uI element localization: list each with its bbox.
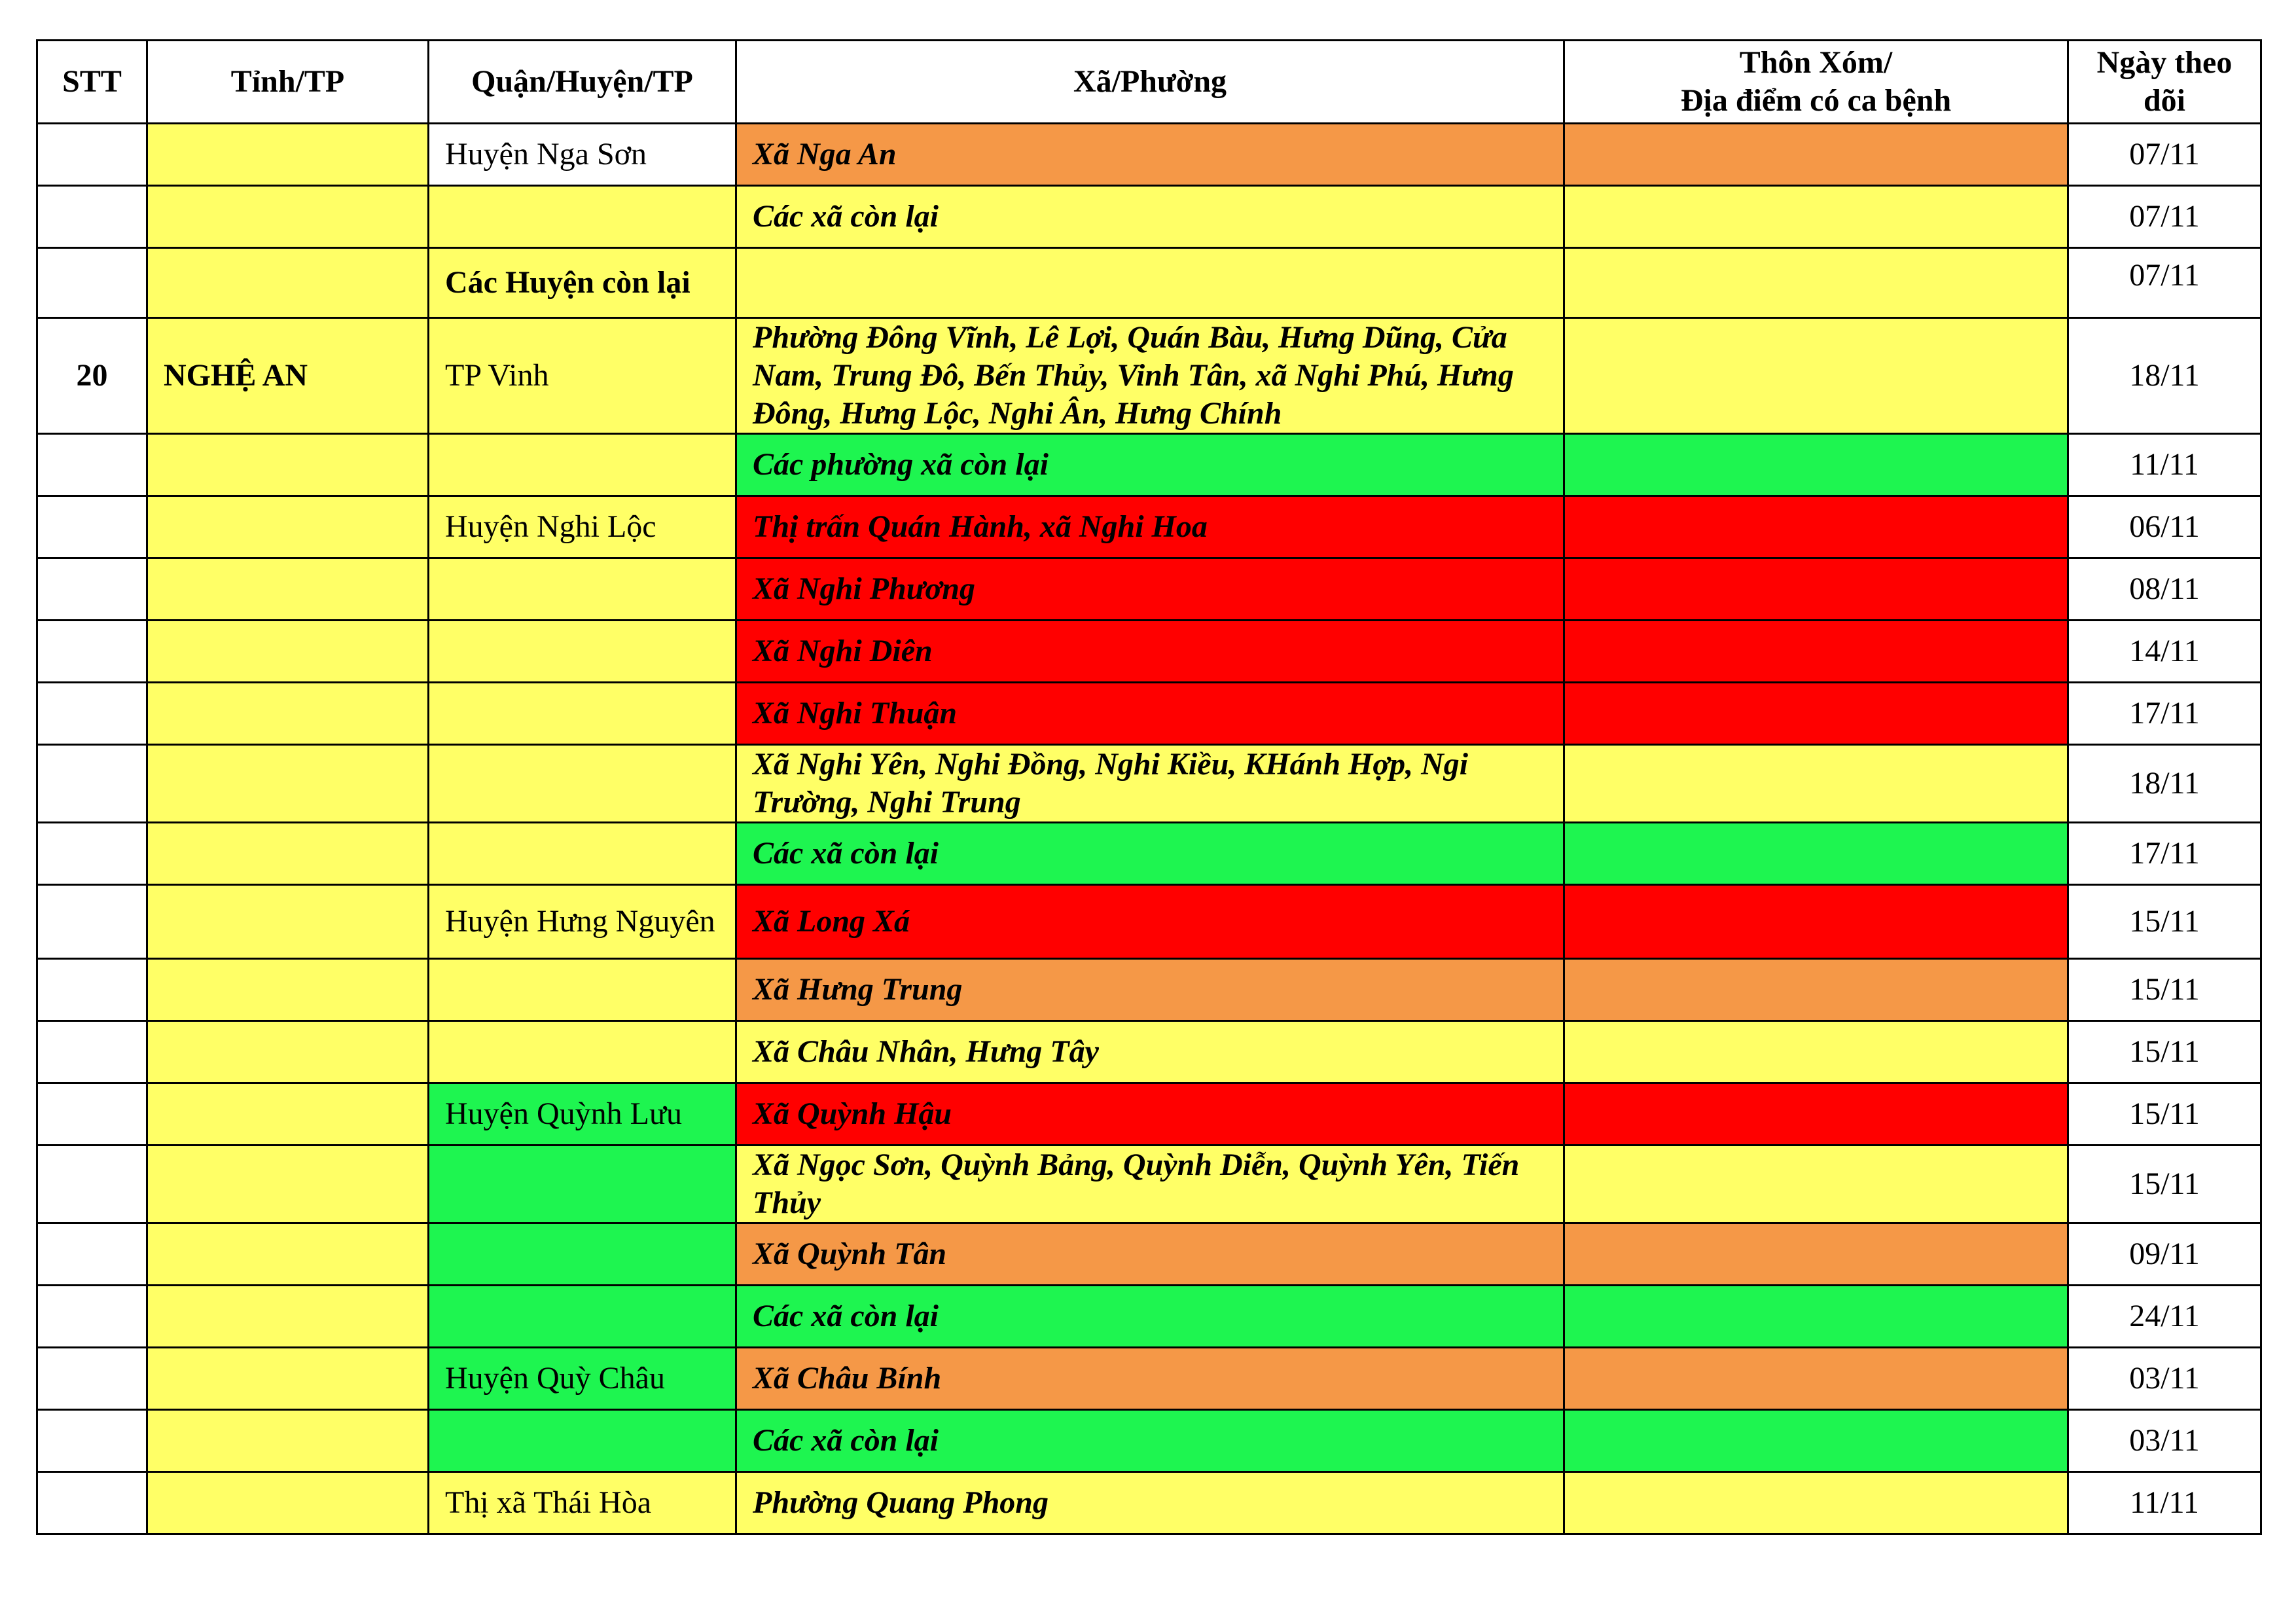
table-row <box>37 434 2261 496</box>
cell-thon <box>1564 124 2068 186</box>
table-row <box>37 496 2261 558</box>
cell-tinh <box>147 885 429 959</box>
cell-ngay: 15/11 <box>2068 885 2261 959</box>
cell-huyen: Thị xã Thái Hòa <box>429 1472 736 1534</box>
cell-stt <box>37 1146 147 1223</box>
cell-tinh <box>147 1410 429 1472</box>
cell-xa: Các xã còn lại <box>736 1286 1564 1348</box>
header-thon-line1: Thôn Xóm/ <box>1739 45 1893 80</box>
commune-risk-table <box>36 39 2262 1535</box>
table-row <box>37 248 2261 318</box>
cell-huyen <box>429 1146 736 1223</box>
cell-xa: Xã Long Xá <box>736 885 1564 959</box>
cell-xa: Xã Nghi Yên, Nghi Đồng, Nghi Kiều, KHánh Hợp, Ngi Trường, Nghi Trung <box>736 745 1564 823</box>
cell-xa: Xã Nga An <box>736 124 1564 186</box>
cell-ngay: 18/11 <box>2068 318 2261 434</box>
cell-xa: Xã Nghi Diên <box>736 621 1564 683</box>
cell-stt <box>37 1286 147 1348</box>
cell-stt <box>37 248 147 318</box>
cell-huyen <box>429 683 736 745</box>
table-row <box>37 186 2261 248</box>
cell-tinh <box>147 124 429 186</box>
cell-huyen: TP Vinh <box>429 318 736 434</box>
table-row <box>37 1472 2261 1534</box>
header-thon-line2: Địa điểm có ca bệnh <box>1680 83 1952 118</box>
cell-xa: Xã Nghi Thuận <box>736 683 1564 745</box>
table-row <box>37 1286 2261 1348</box>
cell-thon <box>1564 1472 2068 1534</box>
cell-xa: Thị trấn Quán Hành, xã Nghi Hoa <box>736 496 1564 558</box>
cell-stt <box>37 1223 147 1286</box>
cell-huyen: Huyện Nghi Lộc <box>429 496 736 558</box>
cell-huyen <box>429 1286 736 1348</box>
cell-ngay: 17/11 <box>2068 823 2261 885</box>
cell-tinh <box>147 1472 429 1534</box>
cell-xa: Xã Quỳnh Tân <box>736 1223 1564 1286</box>
cell-thon <box>1564 823 2068 885</box>
cell-xa: Các xã còn lại <box>736 823 1564 885</box>
table-header-row <box>37 41 2261 124</box>
cell-stt <box>37 885 147 959</box>
cell-huyen <box>429 1223 736 1286</box>
cell-huyen <box>429 823 736 885</box>
cell-ngay: 08/11 <box>2068 558 2261 621</box>
cell-huyen: Huyện Hưng Nguyên <box>429 885 736 959</box>
cell-xa: Xã Quỳnh Hậu <box>736 1083 1564 1146</box>
cell-thon <box>1564 959 2068 1021</box>
cell-tinh <box>147 496 429 558</box>
cell-ngay: 11/11 <box>2068 434 2261 496</box>
cell-stt <box>37 683 147 745</box>
cell-stt <box>37 1021 147 1083</box>
cell-thon <box>1564 186 2068 248</box>
header-ngay-line2: dõi <box>2143 83 2186 118</box>
cell-tinh <box>147 1146 429 1223</box>
table-row <box>37 1223 2261 1286</box>
cell-stt <box>37 1083 147 1146</box>
cell-thon <box>1564 496 2068 558</box>
cell-tinh <box>147 959 429 1021</box>
cell-stt <box>37 1348 147 1410</box>
cell-xa: Xã Châu Nhân, Hưng Tây <box>736 1021 1564 1083</box>
cell-stt <box>37 124 147 186</box>
cell-thon <box>1564 745 2068 823</box>
cell-thon <box>1564 1021 2068 1083</box>
table-row <box>37 124 2261 186</box>
table-row <box>37 1410 2261 1472</box>
cell-stt <box>37 745 147 823</box>
cell-thon <box>1564 1286 2068 1348</box>
cell-tinh <box>147 558 429 621</box>
cell-ngay: 06/11 <box>2068 496 2261 558</box>
table-row <box>37 1348 2261 1410</box>
cell-tinh <box>147 823 429 885</box>
cell-huyen: Huyện Quỳ Châu <box>429 1348 736 1410</box>
cell-xa: Các phường xã còn lại <box>736 434 1564 496</box>
cell-xa: Xã Ngọc Sơn, Quỳnh Bảng, Quỳnh Diễn, Quỳnh Yên, Tiến Thủy <box>736 1146 1564 1223</box>
cell-tinh <box>147 1286 429 1348</box>
table-row <box>37 683 2261 745</box>
table-row <box>37 318 2261 434</box>
cell-stt <box>37 558 147 621</box>
cell-stt <box>37 621 147 683</box>
table-row <box>37 885 2261 959</box>
cell-stt <box>37 186 147 248</box>
cell-huyen <box>429 621 736 683</box>
cell-thon <box>1564 434 2068 496</box>
cell-stt <box>37 496 147 558</box>
cell-ngay: 15/11 <box>2068 1146 2261 1223</box>
cell-huyen: Huyện Quỳnh Lưu <box>429 1083 736 1146</box>
cell-thon <box>1564 1083 2068 1146</box>
cell-tinh <box>147 248 429 318</box>
cell-stt <box>37 823 147 885</box>
cell-tinh <box>147 1021 429 1083</box>
cell-thon <box>1564 1223 2068 1286</box>
cell-ngay: 11/11 <box>2068 1472 2261 1534</box>
header-stt: STT <box>37 41 147 124</box>
header-ngay <box>2068 41 2261 124</box>
cell-tinh <box>147 745 429 823</box>
cell-ngay: 15/11 <box>2068 1083 2261 1146</box>
cell-huyen: Các Huyện còn lại <box>429 248 736 318</box>
table-row <box>37 1083 2261 1146</box>
cell-ngay: 24/11 <box>2068 1286 2261 1348</box>
cell-huyen <box>429 186 736 248</box>
covid-level-table-sheet <box>36 39 2260 1535</box>
cell-stt <box>37 959 147 1021</box>
cell-xa: Phường Quang Phong <box>736 1472 1564 1534</box>
cell-stt <box>37 1472 147 1534</box>
cell-ngay: 18/11 <box>2068 745 2261 823</box>
table-row <box>37 558 2261 621</box>
cell-tinh: NGHỆ AN <box>147 318 429 434</box>
cell-tinh <box>147 186 429 248</box>
cell-huyen <box>429 1410 736 1472</box>
cell-thon <box>1564 558 2068 621</box>
cell-ngay: 07/11 <box>2068 124 2261 186</box>
cell-thon <box>1564 1410 2068 1472</box>
cell-tinh <box>147 1348 429 1410</box>
cell-thon <box>1564 1348 2068 1410</box>
cell-ngay: 15/11 <box>2068 959 2261 1021</box>
table-body <box>37 124 2261 1534</box>
cell-tinh <box>147 683 429 745</box>
cell-xa: Xã Hưng Trung <box>736 959 1564 1021</box>
header-huyen: Quận/Huyện/TP <box>429 41 736 124</box>
cell-tinh <box>147 1083 429 1146</box>
cell-thon <box>1564 683 2068 745</box>
cell-thon <box>1564 621 2068 683</box>
table-row <box>37 1146 2261 1223</box>
cell-huyen: Huyện Nga Sơn <box>429 124 736 186</box>
cell-huyen <box>429 434 736 496</box>
cell-stt: 20 <box>37 318 147 434</box>
cell-ngay: 07/11 <box>2068 186 2261 248</box>
cell-tinh <box>147 621 429 683</box>
cell-xa: Xã Châu Bính <box>736 1348 1564 1410</box>
cell-stt <box>37 434 147 496</box>
header-tinh: Tỉnh/TP <box>147 41 429 124</box>
cell-thon <box>1564 248 2068 318</box>
table-row <box>37 621 2261 683</box>
header-thon <box>1564 41 2068 124</box>
cell-huyen <box>429 1021 736 1083</box>
cell-tinh <box>147 1223 429 1286</box>
cell-ngay: 15/11 <box>2068 1021 2261 1083</box>
cell-xa: Phường Đông Vĩnh, Lê Lợi, Quán Bàu, Hưng Dũng, Cửa Nam, Trung Đô, Bến Thủy, Vinh Tân, xã Nghi Phú, Hưng Đông, Hưng Lộc, Nghi Ân, Hưng Chính <box>736 318 1564 434</box>
table-row <box>37 959 2261 1021</box>
table-row <box>37 1021 2261 1083</box>
header-ngay-line1: Ngày theo <box>2096 45 2233 80</box>
cell-thon <box>1564 318 2068 434</box>
cell-huyen <box>429 558 736 621</box>
header-xa: Xã/Phường <box>736 41 1564 124</box>
cell-xa: Xã Nghi Phương <box>736 558 1564 621</box>
cell-ngay: 09/11 <box>2068 1223 2261 1286</box>
cell-stt <box>37 1410 147 1472</box>
cell-ngay: 03/11 <box>2068 1410 2261 1472</box>
table-row <box>37 823 2261 885</box>
cell-tinh <box>147 434 429 496</box>
cell-xa: Các xã còn lại <box>736 1410 1564 1472</box>
cell-ngay: 17/11 <box>2068 683 2261 745</box>
cell-ngay: 07/11 <box>2068 248 2261 318</box>
cell-ngay: 14/11 <box>2068 621 2261 683</box>
table-row <box>37 745 2261 823</box>
cell-huyen <box>429 959 736 1021</box>
cell-xa: Các xã còn lại <box>736 186 1564 248</box>
cell-xa <box>736 248 1564 318</box>
cell-thon <box>1564 1146 2068 1223</box>
cell-ngay: 03/11 <box>2068 1348 2261 1410</box>
cell-huyen <box>429 745 736 823</box>
cell-thon <box>1564 885 2068 959</box>
